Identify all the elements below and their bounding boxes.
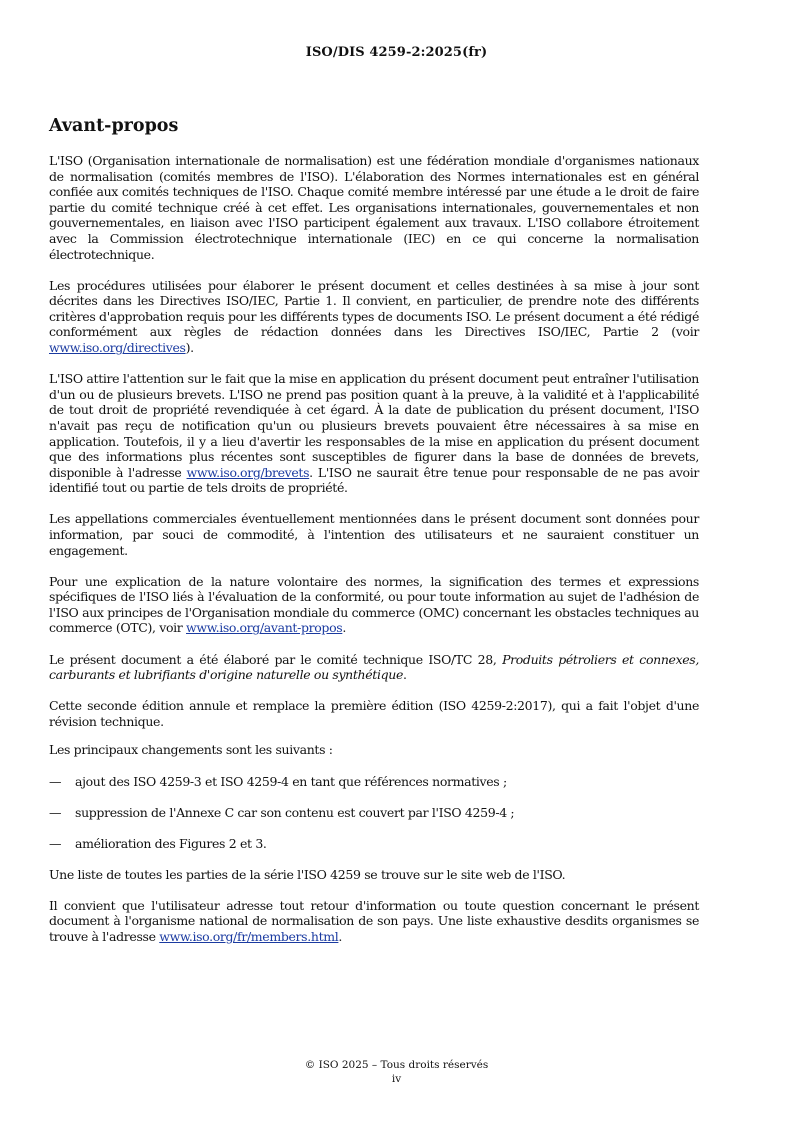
paragraph-voluntary-nature [49, 574, 699, 636]
list-item [49, 805, 699, 821]
paragraph-edition: Cette seconde édition annule et remplace la première édition (ISO 4259-2:2017), qui a fait l'objet d'une révision technique. [49, 698, 699, 729]
paragraph-procedures [49, 278, 699, 356]
paragraph-series-list: Une liste de toutes les parties de la série l'ISO 4259 se trouve sur le site web de l'ISO. [49, 866, 566, 882]
paragraph-patents-text: L'ISO attire l'attention sur le fait que la mise en application du présent document peut entraîner l'utilisation d'un ou de plusieurs brevets. L'ISO ne prend pas position quant à la preuve, à la validité et à l'applicabilité de tout droit de propriété revendiquée à cet égard. À la date de publication du présent document, l'ISO n'avait pas reçu de notification qu'un ou plusieurs brevets pouvaient être nécessaires à sa mise en application. Toutefois, il y a lieu d'avertir les responsables de la mise en application du présent document que des informations plus récentes sont susceptibles de figurer dans la base de données de brevets, disponible à l'adresse [49, 371, 699, 480]
committee-title: Produits pétroliers et connexes, carburants et lubrifiants d'origine naturelle ou synthétique [49, 651, 699, 683]
paragraph-changes-intro: Les principaux changements sont les suivants : [49, 742, 333, 758]
list-item [49, 836, 699, 852]
list-item-text: suppression de l'Annexe C car son contenu est couvert par l'ISO 4259-4 ; [75, 804, 515, 820]
list-dash: — [49, 835, 62, 851]
paragraph-committee-end: . [403, 667, 407, 683]
paragraph-feedback-end: . [338, 929, 343, 945]
list-dash: — [49, 773, 62, 789]
paragraph-committee-text: Le présent document a été élaboré par le comité technique ISO/TC 28, [49, 651, 503, 667]
paragraph-trade-names: Les appellations commerciales éventuellement mentionnées dans le présent document sont données pour information, par souci de commodité, à l'intention des utilisateurs et ne sauraient constituer un engagement. [49, 511, 699, 558]
page-content [49, 116, 699, 960]
list-item-text: ajout des ISO 4259-3 et ISO 4259-4 en tant que références normatives ; [75, 773, 507, 789]
copyright-notice: © ISO 2025 – Tous droits réservés [304, 1059, 489, 1071]
list-dash: — [49, 804, 62, 820]
foreword-link[interactable]: www.iso.org/avant-propos [186, 620, 343, 636]
page-number: iv [391, 1073, 402, 1085]
paragraph-voluntary-nature-end: . [342, 620, 346, 636]
paragraph-feedback-text: Il convient que l'utilisateur adresse tout retour d'information ou toute question concernant le présent document à l'organisme national de normalisation de son pays. Une liste exhaustive desdits organismes se trouve à l'adresse [49, 897, 699, 945]
document-id-header: ISO/DIS 4259-2:2025(fr) [305, 45, 488, 60]
paragraph-voluntary-nature-text: Pour une explication de la nature volontaire des normes, la signification des termes et expressions spécifiques de l'ISO liés à l'évaluation de la conformité, ou pour toute information au sujet de l'adhésion de l'ISO aux principes de l'Organisation mondiale du commerce (OMC) concernant les obstacles techniques au commerce (OTC), voir [49, 573, 699, 636]
paragraph-procedures-text: Les procédures utilisées pour élaborer le présent document et celles destinées à sa mise à jour sont décrites dans les Directives ISO/IEC, Partie 1. Il convient, en particulier, de prendre note des différents critères d'approbation requis pour les différents types de documents ISO. Le présent document a été rédigé conformément aux règles de rédaction données dans les Directives ISO/IEC, Partie 2 (voir [49, 277, 699, 340]
paragraph-iso-intro: L'ISO (Organisation internationale de normalisation) est une fédération mondiale d'organismes nationaux de normalisation (comités membres de l'ISO). L'élaboration des Normes internationales est en général confiée aux comités techniques de l'ISO. Chaque comité membre intéressé par une étude a le droit de faire partie du comité technique créé à cet effet. Les organisations internationales, gouvernementales et non gouvernementales, en liaison avec l'ISO participent également aux travaux. L'ISO collabore étroitement avec la Commission électrotechnique internationale (IEC) en ce qui concerne la normalisation électrotechnique. [49, 153, 699, 262]
members-link[interactable]: www.iso.org/fr/members.html [159, 929, 339, 945]
list-item [49, 774, 699, 790]
page-footer [0, 1058, 793, 1086]
list-item-text: amélioration des Figures 2 et 3. [75, 835, 267, 851]
page-title: Avant-propos [49, 116, 179, 136]
directives-link[interactable]: www.iso.org/directives [49, 340, 186, 356]
paragraph-patents [49, 371, 699, 496]
paragraph-patents-end: . L'ISO ne saurait être tenue pour responsable de ne pas avoir identifié tout ou partie de tels droits de propriété. [49, 464, 700, 496]
paragraph-feedback [49, 898, 699, 945]
patents-link[interactable]: www.iso.org/brevets [186, 464, 310, 480]
paragraph-committee [49, 652, 699, 683]
paragraph-procedures-end: ). [185, 340, 194, 356]
